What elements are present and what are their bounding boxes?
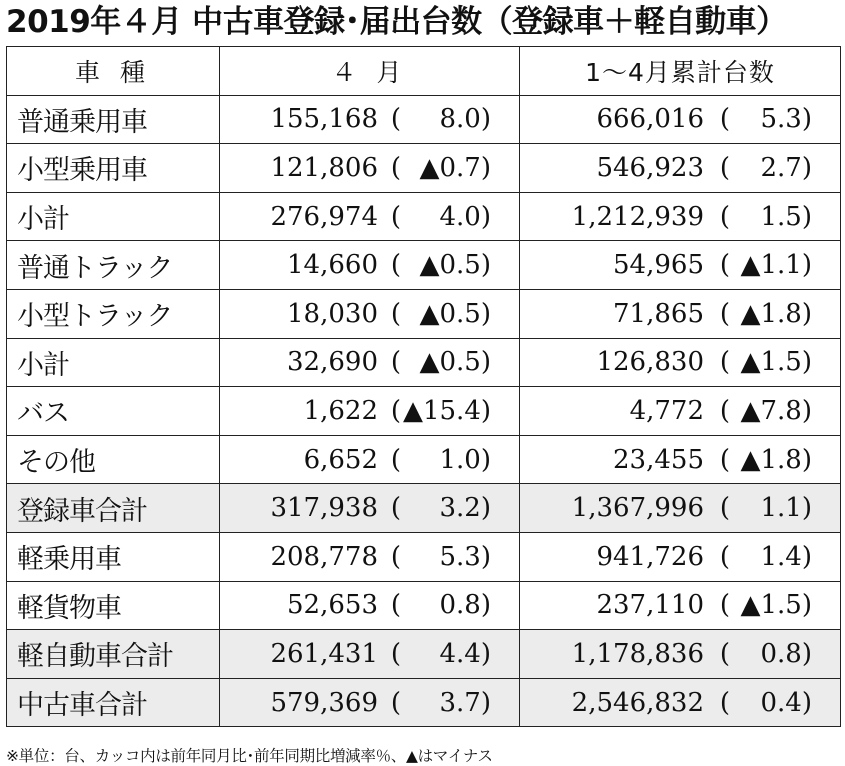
vehicle-type-cell: [7, 192, 220, 241]
month-cell: [220, 144, 520, 193]
ytd-count: 4,772: [629, 395, 704, 426]
vehicle-type-cell: [7, 484, 220, 533]
month-open-paren: (: [390, 250, 401, 281]
ytd-cell: [520, 241, 841, 290]
month-cell: [220, 192, 520, 241]
month-cell: [220, 484, 520, 533]
ytd-count: 1,367,996: [571, 493, 704, 524]
month-change-rate: ▲15.4): [402, 395, 491, 426]
month-cell: [220, 630, 520, 679]
vehicle-type-cell: [7, 144, 220, 193]
ytd-change-rate: ▲1.8): [740, 444, 812, 475]
month-open-paren: (: [390, 347, 401, 378]
table-row: [7, 387, 841, 436]
ytd-change-rate: ▲7.8): [740, 395, 812, 426]
ytd-cell: [520, 338, 841, 387]
vehicle-type-label: 普通トラック: [17, 252, 173, 284]
ytd-count: 71,865: [613, 298, 704, 329]
ytd-change-rate: 0.8): [760, 638, 812, 669]
table-row: [7, 484, 841, 533]
ytd-cell: [520, 484, 841, 533]
month-change-rate: ▲0.7): [419, 152, 491, 183]
month-open-paren: (: [390, 687, 401, 718]
month-count: 155,168: [270, 104, 378, 135]
stats-table: [6, 46, 841, 727]
month-change-rate: ▲0.5): [419, 298, 491, 329]
ytd-count: 1,178,836: [571, 638, 704, 669]
ytd-open-paren: (: [719, 590, 730, 621]
month-open-paren: (: [390, 444, 401, 475]
table-row: [7, 241, 841, 290]
vehicle-type-cell: [7, 289, 220, 338]
month-count: 6,652: [303, 444, 378, 475]
ytd-count: 941,726: [596, 541, 704, 572]
table-row: [7, 532, 841, 581]
month-count: 52,653: [287, 590, 378, 621]
vehicle-type-cell: [7, 435, 220, 484]
vehicle-type-label: その他: [17, 447, 95, 479]
ytd-change-rate: 5.3): [760, 104, 812, 135]
ytd-cell: [520, 581, 841, 630]
table-row: [7, 435, 841, 484]
ytd-cell: [520, 144, 841, 193]
vehicle-type-cell: [7, 581, 220, 630]
table-row: [7, 144, 841, 193]
ytd-count: 237,110: [596, 590, 704, 621]
ytd-open-paren: (: [719, 493, 730, 524]
month-change-rate: 1.0): [439, 444, 491, 475]
ytd-count: 546,923: [596, 152, 704, 183]
month-count: 579,369: [270, 687, 378, 718]
ytd-cell: [520, 95, 841, 144]
ytd-change-rate: ▲1.5): [740, 590, 812, 621]
ytd-open-paren: (: [719, 104, 730, 135]
month-open-paren: (: [390, 104, 401, 135]
vehicle-type-label: 軽貨物車: [17, 592, 121, 624]
table-row: [7, 289, 841, 338]
month-open-paren: (: [390, 152, 401, 183]
ytd-open-paren: (: [719, 250, 730, 281]
table-row: [7, 630, 841, 679]
ytd-cell: [520, 630, 841, 679]
month-count: 261,431: [270, 638, 378, 669]
ytd-cell: [520, 532, 841, 581]
month-change-rate: 4.0): [439, 201, 491, 232]
vehicle-type-label: 小計: [17, 204, 69, 236]
month-open-paren: (: [390, 638, 401, 669]
month-count: 208,778: [270, 541, 378, 572]
month-open-paren: (: [390, 201, 401, 232]
month-open-paren: (: [390, 298, 401, 329]
vehicle-type-cell: [7, 241, 220, 290]
ytd-open-paren: (: [719, 444, 730, 475]
vehicle-type-label: 小型トラック: [17, 301, 173, 333]
ytd-change-rate: ▲1.5): [740, 347, 812, 378]
page-title: 2019年４月 中古車登録･届出台数（登録車＋軽自動車）: [6, 4, 787, 40]
vehicle-type-label: 中古車合計: [17, 690, 147, 722]
month-change-rate: 3.2): [439, 493, 491, 524]
table-header-row: [7, 47, 841, 96]
ytd-change-rate: ▲1.1): [740, 250, 812, 281]
month-open-paren: (: [390, 590, 401, 621]
month-change-rate: 5.3): [439, 541, 491, 572]
month-count: 1,622: [303, 395, 378, 426]
ytd-count: 126,830: [596, 347, 704, 378]
table-row: [7, 581, 841, 630]
vehicle-type-cell: [7, 678, 220, 727]
month-count: 18,030: [287, 298, 378, 329]
month-change-rate: 4.4): [439, 638, 491, 669]
vehicle-type-label: 小計: [17, 349, 69, 381]
ytd-count: 666,016: [596, 104, 704, 135]
vehicle-type-label: 普通乗用車: [17, 106, 147, 138]
vehicle-type-label: 軽自動車合計: [17, 641, 173, 673]
month-change-rate: 8.0): [439, 104, 491, 135]
ytd-cell: [520, 387, 841, 436]
ytd-cell: [520, 289, 841, 338]
month-cell: [220, 95, 520, 144]
ytd-open-paren: (: [719, 687, 730, 718]
month-cell: [220, 532, 520, 581]
month-cell: [220, 387, 520, 436]
table-row: [7, 192, 841, 241]
table-row: [7, 338, 841, 387]
month-open-paren: (: [390, 493, 401, 524]
month-cell: [220, 581, 520, 630]
ytd-count: 2,546,832: [571, 687, 704, 718]
vehicle-type-cell: [7, 95, 220, 144]
ytd-change-rate: 1.1): [760, 493, 812, 524]
ytd-open-paren: (: [719, 347, 730, 378]
ytd-change-rate: 1.5): [760, 201, 812, 232]
header-ytd: 1～4月累計台数: [520, 47, 841, 96]
vehicle-type-label: 登録車合計: [17, 495, 147, 527]
footnote: ※単位：台、カッコ内は前年同月比･前年同期比増減率％、▲はマイナス: [6, 747, 493, 765]
month-cell: [220, 338, 520, 387]
month-cell: [220, 241, 520, 290]
month-open-paren: (: [390, 395, 401, 426]
month-change-rate: ▲0.5): [419, 250, 491, 281]
month-change-rate: 3.7): [439, 687, 491, 718]
ytd-cell: [520, 435, 841, 484]
vehicle-type-cell: [7, 387, 220, 436]
ytd-change-rate: 0.4): [760, 687, 812, 718]
ytd-open-paren: (: [719, 298, 730, 329]
ytd-open-paren: (: [719, 395, 730, 426]
vehicle-type-label: 軽乗用車: [17, 544, 121, 576]
month-open-paren: (: [390, 541, 401, 572]
ytd-change-rate: 2.7): [760, 152, 812, 183]
month-count: 276,974: [270, 201, 378, 232]
month-cell: [220, 435, 520, 484]
ytd-open-paren: (: [719, 152, 730, 183]
ytd-count: 23,455: [613, 444, 704, 475]
ytd-open-paren: (: [719, 201, 730, 232]
ytd-change-rate: ▲1.8): [740, 298, 812, 329]
ytd-count: 1,212,939: [571, 201, 704, 232]
month-cell: [220, 678, 520, 727]
vehicle-type-cell: [7, 532, 220, 581]
month-change-rate: 0.8): [439, 590, 491, 621]
ytd-open-paren: (: [719, 541, 730, 572]
vehicle-type-cell: [7, 630, 220, 679]
month-count: 317,938: [270, 493, 378, 524]
header-month: ４ 月: [220, 47, 520, 96]
ytd-cell: [520, 678, 841, 727]
vehicle-type-label: 小型乗用車: [17, 155, 147, 187]
ytd-open-paren: (: [719, 638, 730, 669]
month-cell: [220, 289, 520, 338]
header-vehicle-type: 車 種: [7, 47, 220, 96]
month-count: 14,660: [287, 250, 378, 281]
ytd-change-rate: 1.4): [760, 541, 812, 572]
vehicle-type-cell: [7, 338, 220, 387]
table-row: [7, 95, 841, 144]
month-change-rate: ▲0.5): [419, 347, 491, 378]
table-row: [7, 678, 841, 727]
ytd-count: 54,965: [613, 250, 704, 281]
ytd-cell: [520, 192, 841, 241]
vehicle-type-label: バス: [17, 398, 69, 430]
month-count: 121,806: [270, 152, 378, 183]
month-count: 32,690: [287, 347, 378, 378]
